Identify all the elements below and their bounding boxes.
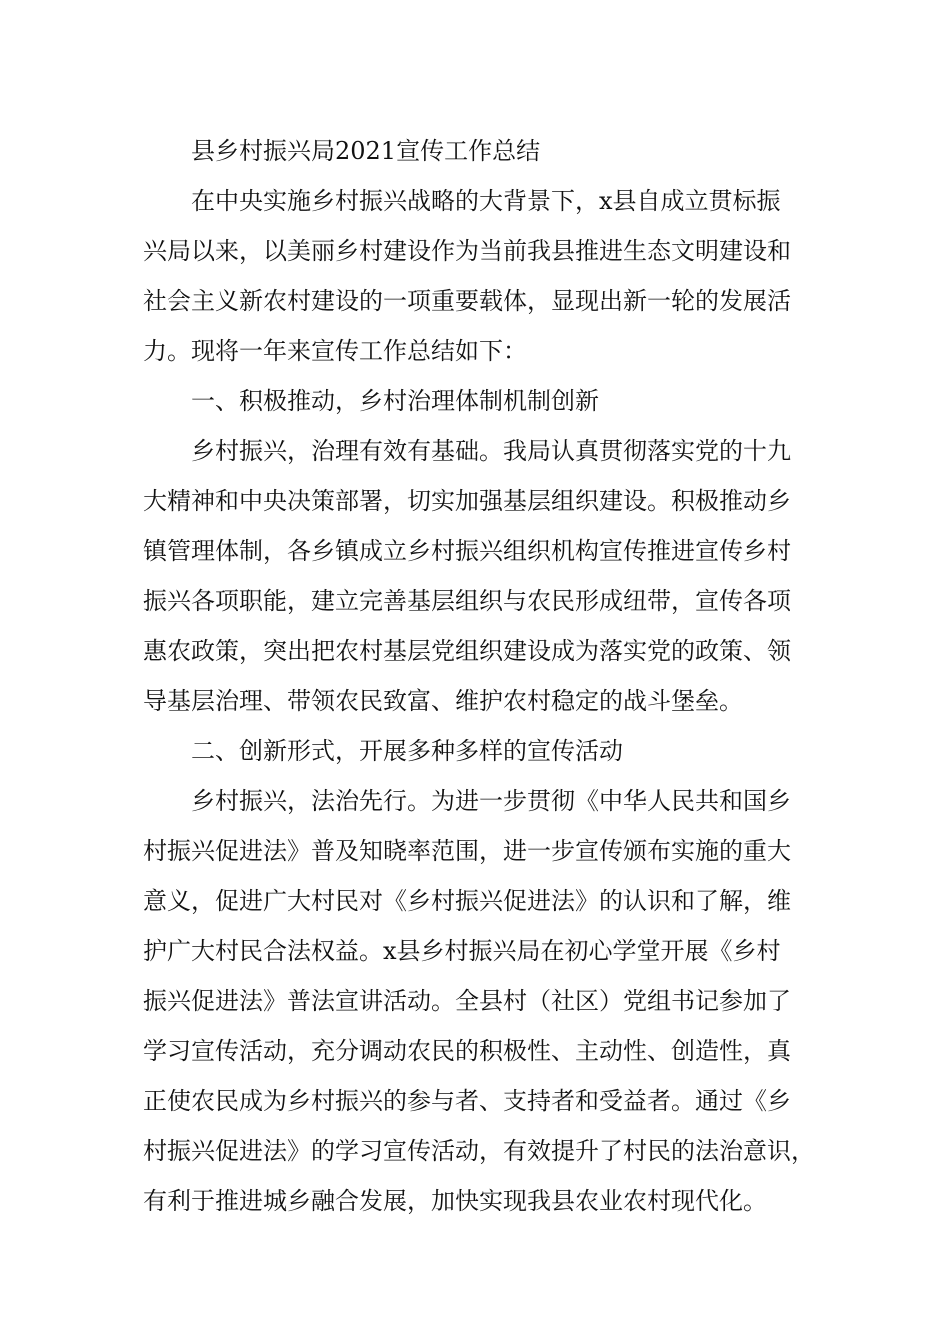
document-title: 县乡村振兴局2021宣传工作总结 [191, 137, 541, 165]
section2-line: 村振兴促进法》普及知晓率范围，进一步宣传颁布实施的重大 [143, 837, 791, 865]
section1-heading: 一、积极推动，乡村治理体制机制创新 [191, 387, 599, 415]
section2-line: 振兴促进法》普法宣讲活动。全县村（社区）党组书记参加了 [143, 987, 791, 1015]
section1-paragraph [143, 426, 808, 726]
section2-heading: 二、创新形式，开展多种多样的宣传活动 [191, 737, 623, 765]
section1-line: 乡村振兴，治理有效有基础。我局认真贯彻落实党的十九 [191, 437, 791, 465]
intro-line: 兴局以来，以美丽乡村建设作为当前我县推进生态文明建设和 [143, 237, 791, 265]
section1-line: 振兴各项职能，建立完善基层组织与农民形成纽带，宣传各项 [143, 587, 791, 615]
section1-line: 导基层治理、带领农民致富、维护农村稳定的战斗堡垒。 [143, 687, 743, 715]
section2-line: 乡村振兴，法治先行。为进一步贯彻《中华人民共和国乡 [191, 787, 791, 815]
section2-line: 学习宣传活动，充分调动农民的积极性、主动性、创造性，真 [143, 1037, 791, 1065]
document-body [143, 126, 815, 1226]
section1-line: 惠农政策，突出把农村基层党组织建设成为落实党的政策、领 [143, 637, 791, 665]
section2-line: 护广大村民合法权益。x县乡村振兴局在初心学堂开展《乡村 [143, 937, 781, 965]
intro-line: 在中央实施乡村振兴战略的大背景下，x县自成立贯标振 [191, 187, 781, 215]
intro-paragraph [143, 176, 808, 376]
section1-line: 大精神和中央决策部署，切实加强基层组织建设。积极推动乡 [143, 487, 791, 515]
section2-line: 村振兴促进法》的学习宣传活动，有效提升了村民的法治意识， [143, 1137, 815, 1165]
section2-line: 有利于推进城乡融合发展，加快实现我县农业农村现代化。 [143, 1187, 767, 1215]
intro-line: 力。现将一年来宣传工作总结如下： [143, 337, 527, 365]
section2-paragraph [143, 776, 815, 1226]
section2-line: 正使农民成为乡村振兴的参与者、支持者和受益者。通过《乡 [143, 1087, 791, 1115]
intro-line: 社会主义新农村建设的一项重要载体，显现出新一轮的发展活 [143, 287, 791, 315]
section1-line: 镇管理体制，各乡镇成立乡村振兴组织机构宣传推进宣传乡村 [143, 537, 791, 565]
section2-line: 意义，促进广大村民对《乡村振兴促进法》的认识和了解，维 [143, 887, 791, 915]
